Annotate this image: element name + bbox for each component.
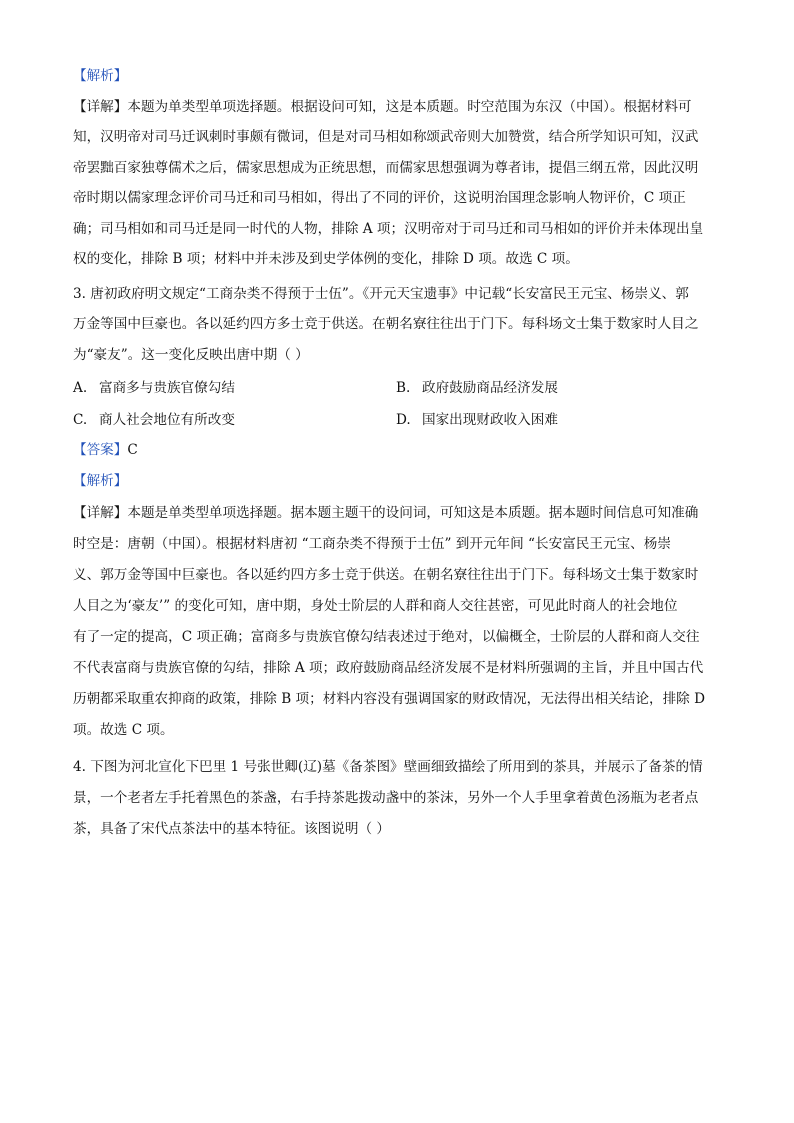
detail-line: 人目之为‘豪友’” 的变化可知，唐中期，身处士阶层的人群和商人交往甚密，可见此时商人的社会地位 (73, 598, 678, 614)
option-letter: D. (396, 412, 411, 428)
option-text: 政府鼓励商品经济发展 (422, 380, 558, 396)
detail-line: 有了一定的提高，C 项正确；富商多与贵族官僚勾结表述过于绝对，以偏概全，士阶层的人群和商人交往 (73, 629, 700, 645)
option-c (73, 410, 235, 430)
detail-line: 历朝都采取重农抑商的政策，排除 B 项；材料内容没有强调国家的财政情况，无法得出相关结论，排除 D (73, 691, 705, 707)
option-letter: A. (73, 380, 88, 396)
option-d (396, 410, 558, 430)
answer-label: 【答案】 (73, 442, 128, 458)
detail-line: 【详解】本题是单类型单项选择题。据本题主题干的设问词，可知这是本质题。据本题时间信息可知准确 (73, 505, 699, 521)
analysis-label: 【解析】 (73, 68, 128, 84)
question-3-stem: 为“豪友”。这一变化反映出唐中期（ ） (73, 347, 309, 363)
analysis-label: 【解析】 (73, 473, 128, 489)
detail-line: 权的变化，排除 B 项；材料中并未涉及到史学体例的变化，排除 D 项。故选 C 项。 (73, 251, 579, 267)
option-text: 富商多与贵族官僚勾结 (99, 380, 235, 396)
detail-line: 【详解】本题为单类型单项选择题。根据设问可知，这是本质题。时空范围为东汉（中国）。根据材料可 (73, 99, 692, 115)
option-a (73, 378, 235, 398)
answer-value: C (127, 442, 138, 458)
detail-line: 时空是：唐朝（中国）。根据材料唐初 “工商杂类不得预于士伍” 到开元年间 “长安富民王元宝、杨崇 (73, 536, 671, 552)
question-4-stem: 4. 下图为河北宣化下巴里 1 号张世卿(辽)墓《备茶图》壁画细致描绘了所用到的茶具，并展示了备茶的情 (73, 759, 703, 775)
question-4-stem: 茶，具备了宋代点茶法中的基本特征。该图说明（ ） (73, 821, 390, 837)
detail-line: 项。故选 C 项。 (73, 722, 174, 738)
detail-line: 确；司马相如和司马迁是同一时代的人物，排除 A 项；汉明帝对于司马迁和司马相如的评价并未体现出皇 (73, 221, 704, 237)
option-b (396, 378, 558, 398)
option-text: 商人社会地位有所改变 (99, 412, 235, 428)
question-3-stem: 万金等国中巨豪也。各以延约四方多士竞于供送。在朝名寮往往出于门下。每科场文士集于数家时人目之 (73, 316, 699, 332)
option-letter: C. (73, 412, 88, 428)
question-4-stem: 景，一个老者左手托着黑色的茶盏，右手持茶匙拨动盏中的茶沫，另外一个人手里拿着黄色汤瓶为老者点 (73, 790, 699, 806)
option-letter: B. (396, 380, 411, 396)
detail-line: 帝罢黜百家独尊儒术之后，儒家思想成为正统思想，而儒家思想强调为尊者讳，提倡三纲五常，因此汉明 (73, 160, 699, 176)
detail-line: 义、郭万金等国中巨豪也。各以延约四方多士竞于供送。在朝名寮往往出于门下。每科场文士集于数家时 (73, 567, 699, 583)
detail-line: 帝时期以儒家理念评价司马迁和司马相如，得出了不同的评价，这说明治国理念影响人物评价，C 项正 (73, 190, 686, 206)
question-3-stem: 3. 唐初政府明文规定“工商杂类不得预于士伍”。《开元天宝遗事》中记载“长安富民王元宝、杨崇义、郭 (73, 286, 689, 302)
option-text: 国家出现财政收入困难 (422, 412, 558, 428)
answer-line (73, 440, 723, 460)
detail-line: 知，汉明帝对司马迁讽刺时事颇有微词，但是对司马相如称颂武帝则大加赞赏，结合所学知识可知，汉武 (73, 129, 699, 145)
detail-line: 不代表富商与贵族官僚的勾结，排除 A 项；政府鼓励商品经济发展不是材料所强调的主旨，并且中国古代 (73, 660, 704, 676)
